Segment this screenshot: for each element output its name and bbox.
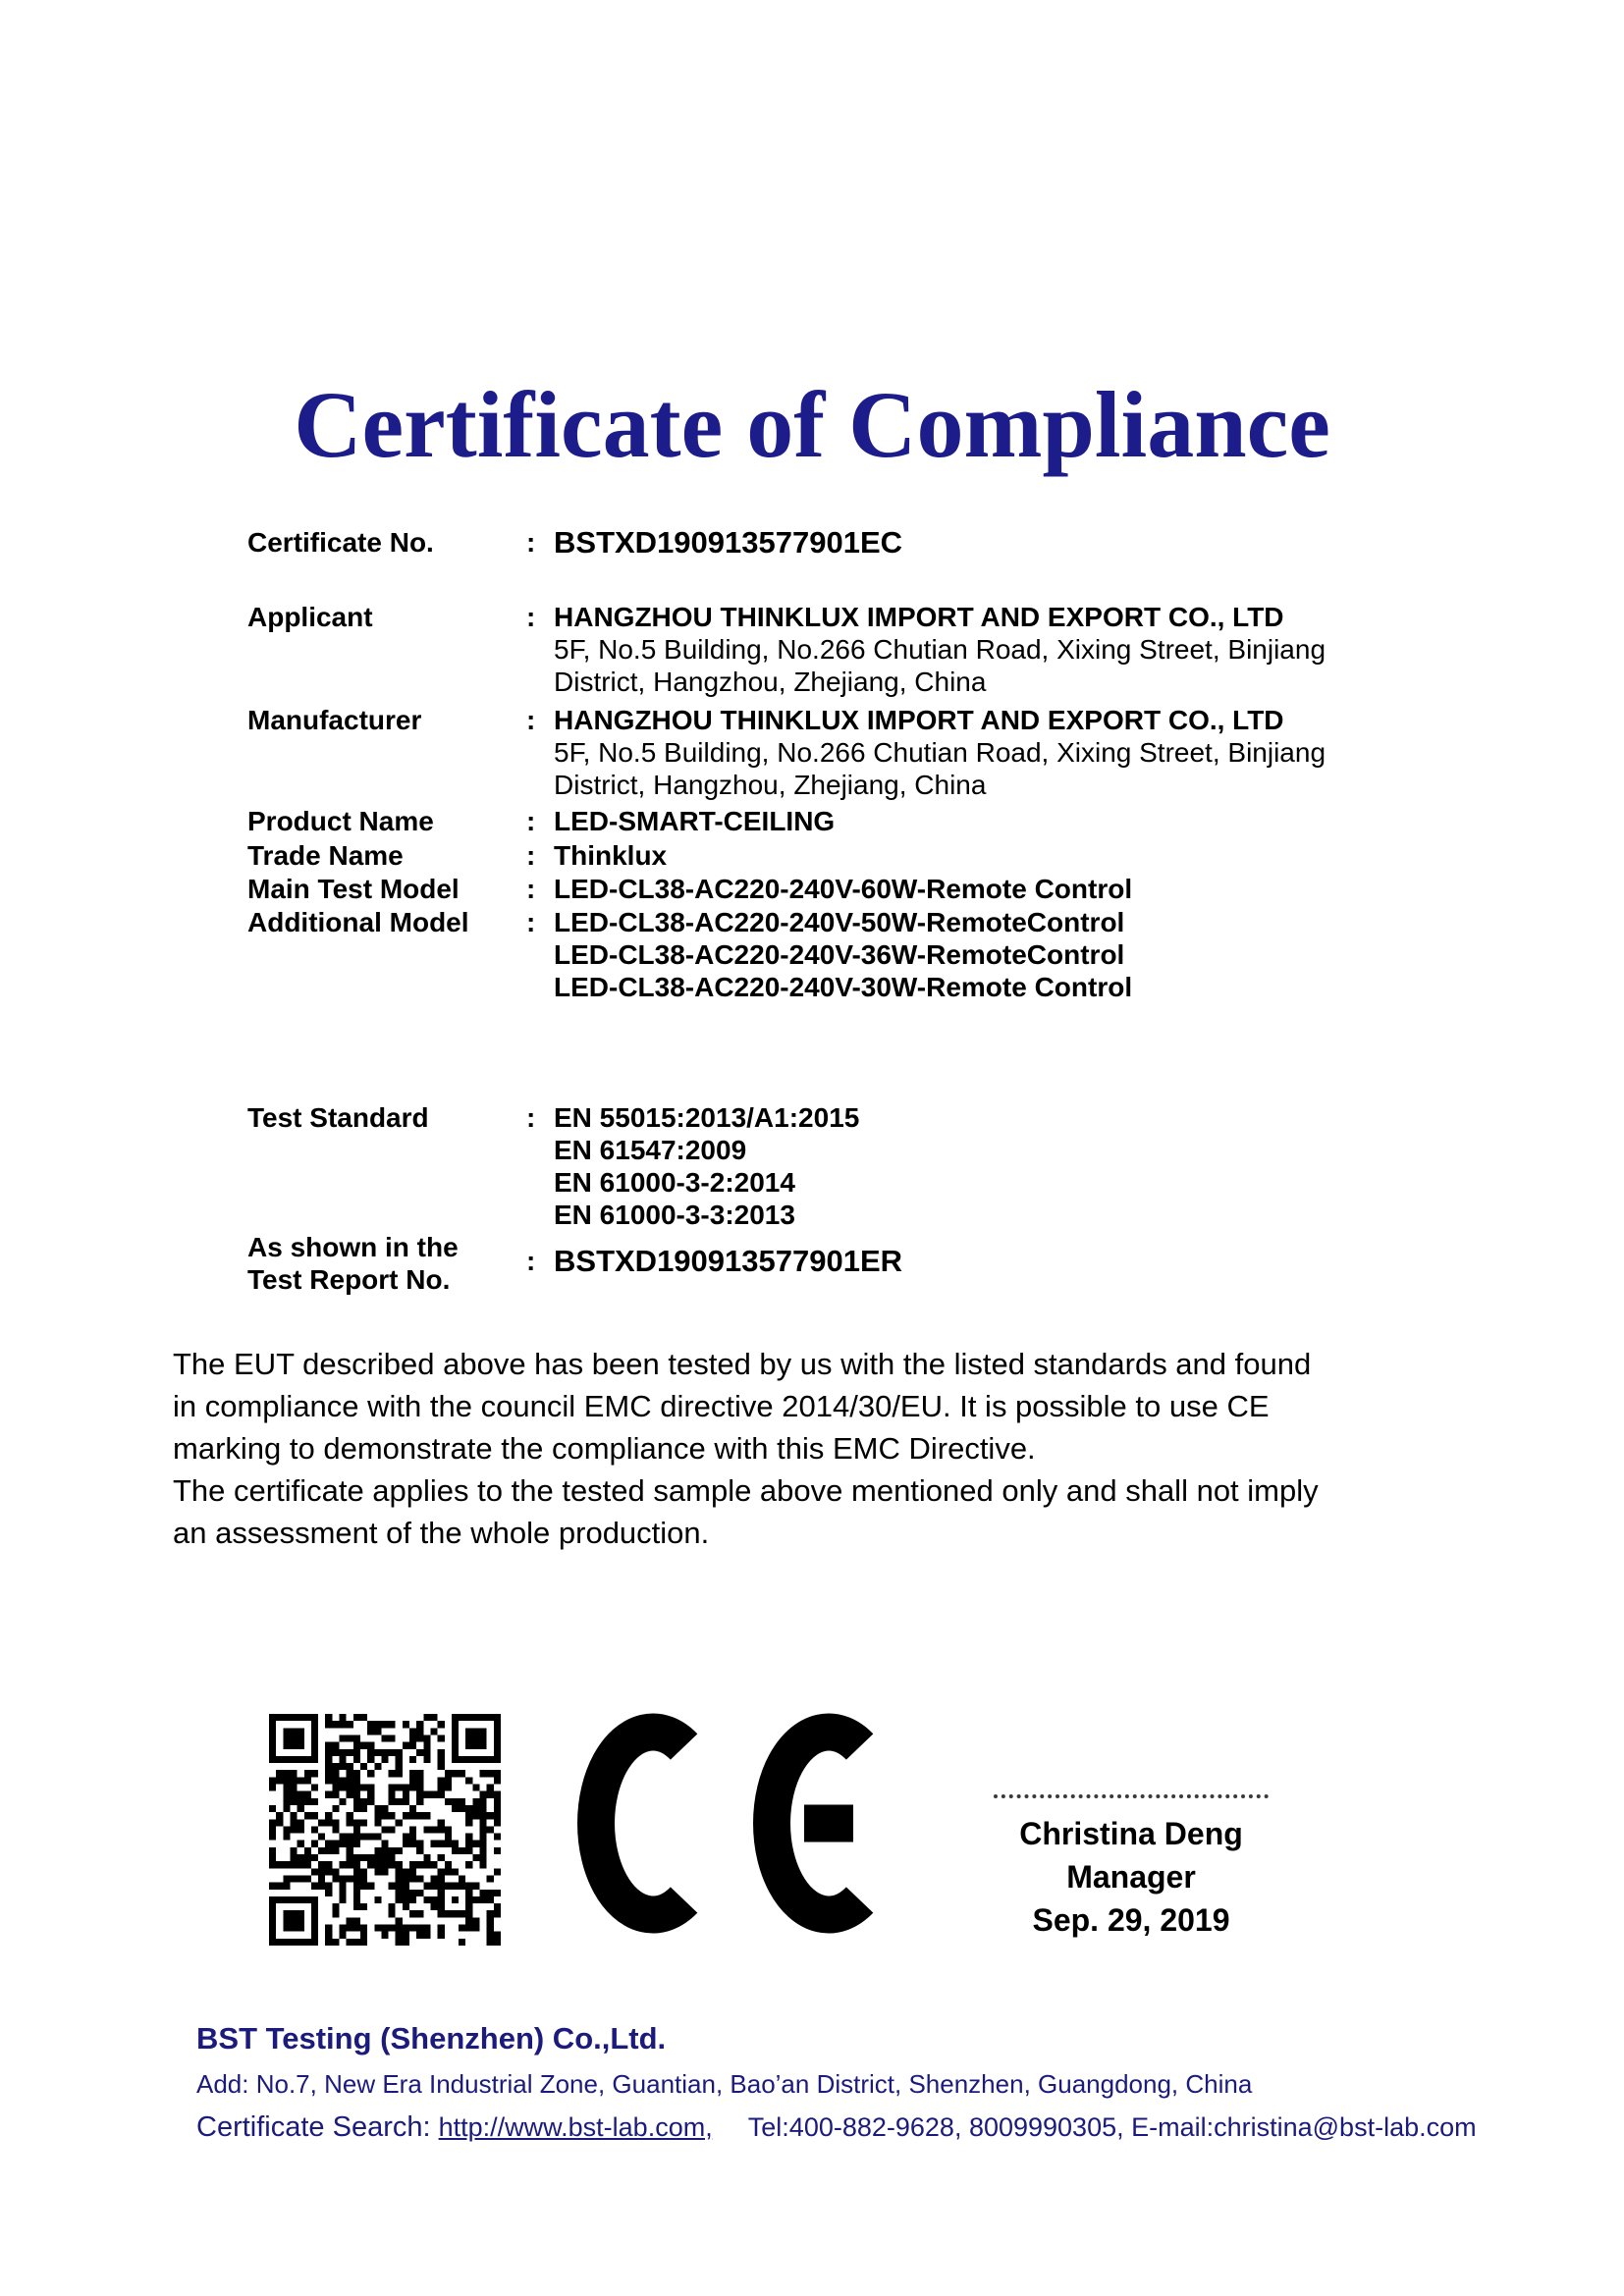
additional-model-line: LED-CL38-AC220-240V-30W-Remote Control <box>554 972 1133 1002</box>
additional-model-values <box>554 906 1132 1003</box>
certificate-search-label: Certificate Search: <box>196 2111 431 2143</box>
certificate-search-url-link[interactable]: http://www.bst-lab.com, <box>438 2112 713 2142</box>
statement-line: in compliance with the council EMC directive 2014/30/EU. It is possible to use CE <box>173 1389 1270 1423</box>
test-report-value: BSTXD190913577901ER <box>554 1244 903 1278</box>
row-certificate-no <box>247 526 1514 559</box>
issuer-company-name: BST Testing (Shenzhen) Co.,Ltd. <box>196 2021 667 2056</box>
applicant-address-line: 5F, No.5 Building, No.266 Chutian Road, Xixing Street, Binjiang <box>554 634 1326 665</box>
separator-colon: : <box>526 527 536 558</box>
test-report-label-line: Test Report No. <box>247 1264 451 1295</box>
applicant-name: HANGZHOU THINKLUX IMPORT AND EXPORT CO., LTD <box>554 602 1284 632</box>
signature-date: Sep. 29, 2019 <box>1032 1902 1230 1938</box>
test-report-label <box>247 1231 526 1296</box>
signatory-title: Manager <box>1066 1859 1196 1895</box>
separator-colon: : <box>526 602 536 632</box>
manufacturer-label: Manufacturer <box>247 705 422 735</box>
row-main-test-model <box>247 873 1514 905</box>
separator-colon: : <box>526 874 536 904</box>
test-standard-values <box>554 1101 859 1231</box>
separator-colon: : <box>526 1102 536 1133</box>
certificate-no-value: BSTXD190913577901EC <box>554 525 903 560</box>
qr-code <box>268 1714 502 1946</box>
test-standard-label: Test Standard <box>247 1102 429 1133</box>
row-test-standard <box>247 1101 1514 1231</box>
row-trade-name <box>247 839 1514 872</box>
test-report-label-line: As shown in the <box>247 1232 459 1262</box>
issuer-address: Add: No.7, New Era Industrial Zone, Guantian, Bao’an District, Shenzhen, Guangdong, China <box>196 2069 1253 2099</box>
compliance-statement <box>173 1343 1508 1554</box>
trade-name-value: Thinklux <box>554 840 668 871</box>
test-standard-line: EN 61000-3-3:2013 <box>554 1200 795 1230</box>
row-applicant <box>247 601 1514 698</box>
additional-model-line: LED-CL38-AC220-240V-36W-RemoteControl <box>554 939 1125 970</box>
statement-line: marking to demonstrate the compliance with this EMC Directive. <box>173 1431 1036 1466</box>
signature-block <box>984 1812 1278 1942</box>
signature-dotted-line <box>994 1794 1269 1798</box>
main-test-model-value: LED-CL38-AC220-240V-60W-Remote Control <box>554 874 1133 904</box>
separator-colon: : <box>526 705 536 735</box>
statement-line: The certificate applies to the tested sample above mentioned only and shall not imply <box>173 1473 1319 1508</box>
row-additional-model <box>247 906 1514 1003</box>
additional-model-line: LED-CL38-AC220-240V-50W-RemoteControl <box>554 907 1125 937</box>
manufacturer-value <box>554 704 1326 801</box>
separator-colon: : <box>526 840 536 871</box>
separator-colon: : <box>526 806 536 836</box>
product-name-value: LED-SMART-CEILING <box>554 806 836 836</box>
statement-line: The EUT described above has been tested by us with the listed standards and found <box>173 1347 1312 1381</box>
test-standard-line: EN 55015:2013/A1:2015 <box>554 1102 860 1133</box>
page-title: Certificate of Compliance <box>294 372 1330 477</box>
row-product-name <box>247 805 1514 837</box>
manufacturer-address-line: District, Hangzhou, Zhejiang, China <box>554 770 987 800</box>
certificate-search-line <box>196 2110 1551 2144</box>
separator-colon: : <box>526 907 536 937</box>
ce-mark-logo <box>577 1713 885 1934</box>
additional-model-label: Additional Model <box>247 907 469 937</box>
certificate-no-label: Certificate No. <box>247 527 434 558</box>
applicant-address-line: District, Hangzhou, Zhejiang, China <box>554 667 987 697</box>
row-test-report-no <box>247 1231 1514 1296</box>
separator-colon: : <box>526 1246 536 1276</box>
test-standard-line: EN 61547:2009 <box>554 1135 747 1165</box>
trade-name-label: Trade Name <box>247 840 404 871</box>
issuer-footer <box>196 2020 1551 2144</box>
signatory-name: Christina Deng <box>1019 1816 1243 1851</box>
main-test-model-label: Main Test Model <box>247 874 460 904</box>
test-standard-line: EN 61000-3-2:2014 <box>554 1167 795 1198</box>
row-manufacturer <box>247 704 1514 801</box>
manufacturer-address-line: 5F, No.5 Building, No.266 Chutian Road, Xixing Street, Binjiang <box>554 737 1326 768</box>
issuer-contact-info: Tel:400-882-9628, 8009990305, E-mail:christina@bst-lab.com <box>747 2112 1477 2142</box>
manufacturer-name: HANGZHOU THINKLUX IMPORT AND EXPORT CO., LTD <box>554 705 1284 735</box>
applicant-value <box>554 601 1326 698</box>
applicant-label: Applicant <box>247 602 373 632</box>
product-name-label: Product Name <box>247 806 434 836</box>
statement-line: an assessment of the whole production. <box>173 1516 710 1550</box>
